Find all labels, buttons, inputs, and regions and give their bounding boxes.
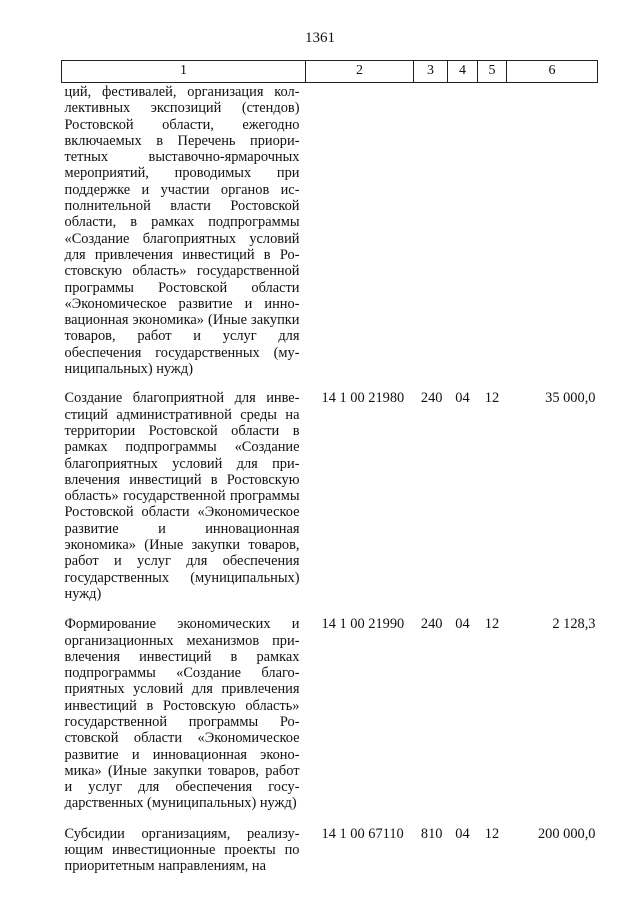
column-header-name: 1 [62,61,306,83]
row-expense-type: 810 [420,825,443,842]
table-header-row [62,61,598,83]
row-section [448,83,478,384]
column-header-expense-type: 3 [414,61,448,83]
column-header-amount: 6 [507,61,598,83]
table-row [62,819,598,882]
column-header-section: 4 [448,61,478,83]
row-amount [507,83,598,384]
row-subsection: 12 [484,616,500,633]
row-name: Создание благоприятной для инвестиций административной среды на территории Ростовской области в рамках подпрограммы «Создание благоприятных условий для привлечения инвестиций в Ростовскую область» государственной программы Ростовской области «Экономическое развитие и инновационная экономика» (Иные закупки товаров, работ и услуг для обеспечения государственных (муниципальных) нужд) [64,390,300,602]
page-number: 1361 [305,30,335,46]
row-target-article: 14 1 00 21980 [321,390,405,407]
row-subsection: 12 [484,825,500,842]
table-row [62,383,598,609]
row-section: 04 [455,390,470,407]
row-subsection: 12 [484,390,500,407]
row-amount: 2 128,3 [552,616,596,633]
row-section: 04 [455,825,470,842]
row-name: Формирование экономических и организационных механизмов привлечения инвестиций в рамках подпрограммы «Создание благоприятных условий для привлечения инвестиций в Ростовскую область» государственной программы Ростовской области «Экономическое развитие и инновационная экономика» (Иные закупки товаров, работ и услуг для обеспечения государственных (муниципальных) нужд) [64,616,300,812]
row-section: 04 [455,616,470,633]
row-amount: 200 000,0 [537,825,596,842]
row-expense-type: 240 [420,390,443,407]
row-name: Субсидии организациям, реализующим инвестиционные проекты по приоритетным направлениям, на [64,825,300,875]
row-expense-type: 240 [420,616,443,633]
column-header-subsection: 5 [478,61,507,83]
table-row [62,83,598,384]
row-subsection [478,83,507,384]
row-expense-type [414,83,448,384]
table-row [62,609,598,819]
budget-table [61,60,598,882]
row-name: ций, фестивалей, организация коллективных экспозиций (стендов) Ростовской области, ежегодно включаемых в Перечень приоритетных выставочно-ярмарочных мероприятий, проводимых при поддержке и участии органов исполнительной власти Ростовской области, в рамках подпрограммы «Создание благоприятных условий для привлечения инвестиций в Ростовскую область» государственной программы Ростовской области «Экономическое развитие и инновационная экономика» (Иные закупки товаров, работ и услуг для обеспечения государственных (муниципальных) нужд) [64,84,300,378]
row-target-article: 14 1 00 21990 [321,616,405,633]
column-header-target-article: 2 [306,61,414,83]
row-target-article: 14 1 00 67110 [321,825,404,842]
row-amount: 35 000,0 [545,390,596,407]
row-target-article [306,83,414,384]
